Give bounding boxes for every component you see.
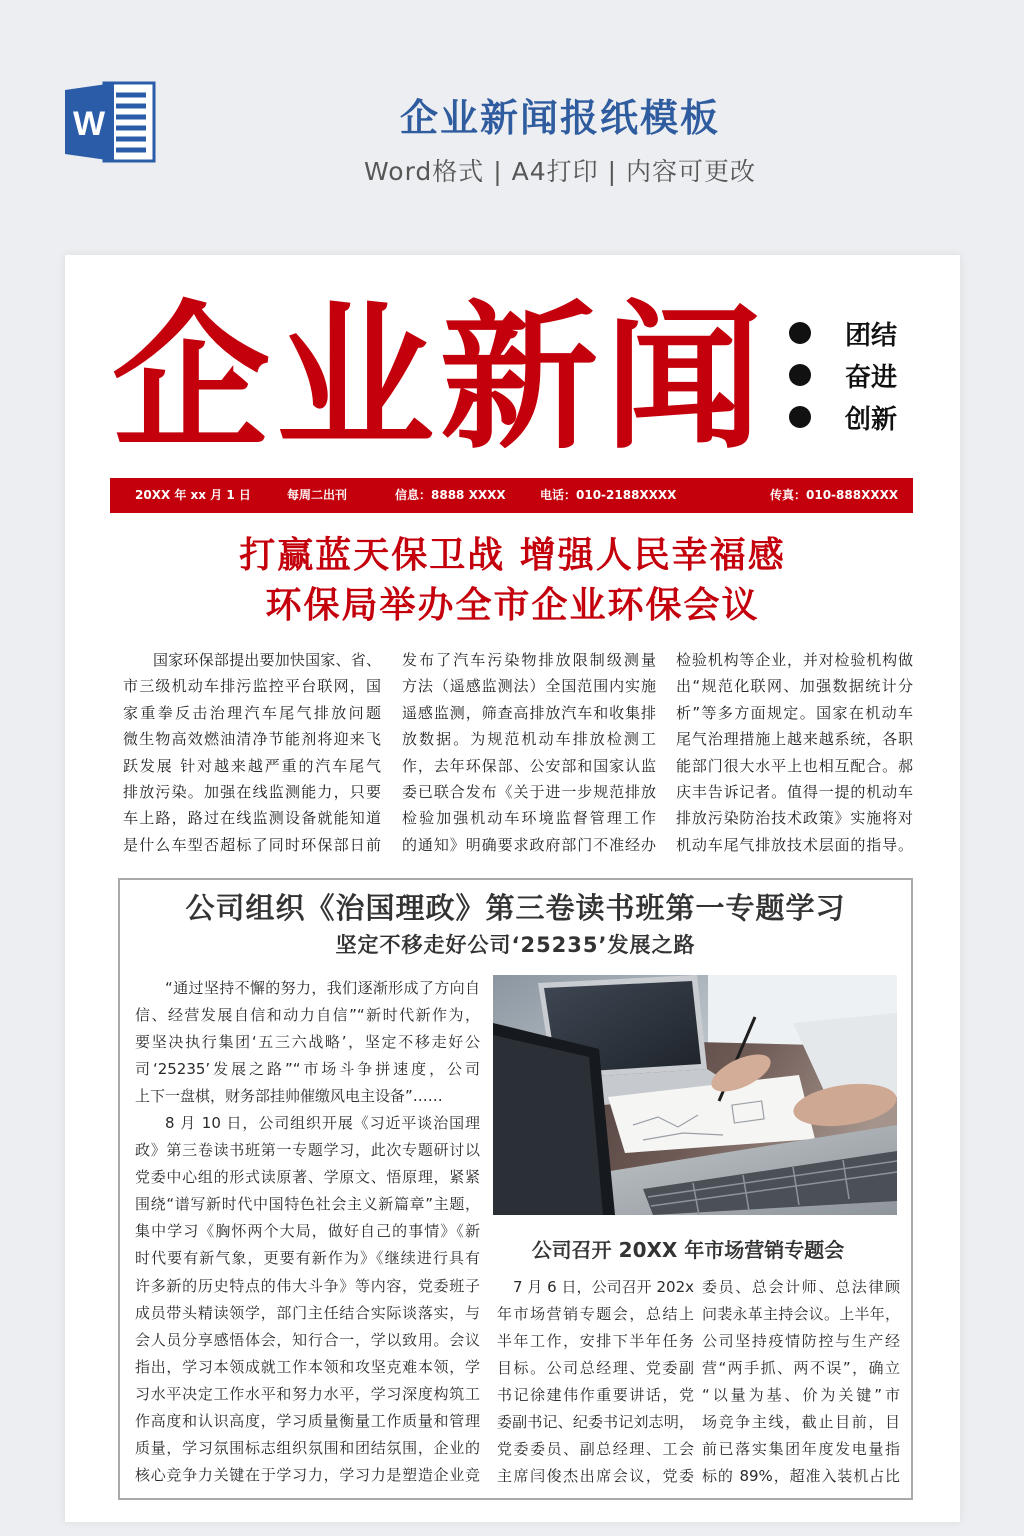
feature-article-box: [118, 878, 913, 1500]
slogan-item: [789, 354, 897, 396]
text-line: 机动车尾气排放技术层面的指导。: [676, 835, 913, 854]
text-line: 党委委员、副总经理、工会: [497, 1439, 694, 1458]
issue-info-bar: [110, 478, 913, 513]
text-line: 政》第三卷读书班第一专题学习，此次专题研讨以: [135, 1141, 480, 1160]
text-line: 委副书记、纪委书记刘志明，: [497, 1412, 694, 1431]
slogan-text: 奋进: [845, 362, 898, 393]
lead-article-column-2: [402, 647, 656, 858]
text-line: 车上路，路过在线监测设备就能知道: [123, 809, 381, 828]
text-line: 检验加强机动车环境监督管理工作: [402, 809, 656, 828]
slogan-item: [789, 396, 897, 438]
text-line: 许多新的历史特点的伟大斗争》等内容，党委班子: [135, 1276, 480, 1295]
feature-article-text: [135, 975, 480, 1490]
text-line: 检验机构等企业，并对检验机构做: [676, 651, 913, 669]
text-line: 成员带头精读领学，部门主任结合实际谈落实，与: [135, 1303, 480, 1322]
issue-date: 20XX 年 xx 月 1 日: [135, 488, 251, 502]
text-line: 目标。公司总经理、党委副: [497, 1358, 694, 1377]
lead-article-column-1: [123, 647, 381, 858]
text-line: 放数据。为规范机动车排放检测工: [402, 730, 656, 749]
text-line: 跃发展 针对越来越严重的汽车尾气: [123, 756, 381, 775]
text-line: 委已联合发布《关于进一步规范排放: [402, 783, 656, 802]
word-icon-letter: W: [72, 105, 106, 143]
text-line: 上下一盘棋，财务部挂帅催缴风电主设备”……: [135, 1086, 443, 1105]
masthead-title: 企业新闻: [112, 287, 768, 471]
lead-article-column-3: [676, 647, 913, 858]
text-line: 党委中心组的形式读原著、学原文、悟原理，紧紧: [135, 1168, 480, 1187]
text-line: 能部门很大水平上也相互配合。郝: [676, 756, 913, 775]
text-line: 司‘25235’发展之路”“市场斗争拼速度，公司: [135, 1059, 480, 1078]
newspaper-page: [65, 255, 960, 1522]
text-line: 信、经营发展自信和动力自信”“新时代新作为，: [135, 1005, 480, 1024]
slogan-item: [789, 312, 897, 354]
text-line: 析”等多方面规定。国家在机动车: [676, 703, 913, 722]
text-line: 集中学习《胸怀两个大局，做好自己的事情》《新: [135, 1222, 480, 1241]
text-line: 质量，学习氛围标志组织氛围和团结氛围，企业的: [135, 1439, 480, 1458]
text-line: 方法（遥感监测法）全国范围内实施: [402, 677, 656, 696]
text-line: 年市场营销专题会，总结上: [497, 1304, 694, 1323]
text-line: 营“两手抓、两不误”，确立: [702, 1358, 900, 1377]
sub-article-column-1: [497, 1274, 694, 1490]
text-line: 委员、总会计师、总法律顾: [702, 1277, 900, 1296]
text-line: 要坚决执行集团‘五三六战略’，坚定不移走好公: [135, 1032, 480, 1051]
text-line: 主席闫俊杰出席会议，党委: [497, 1466, 694, 1485]
text-line: 指出，学习本领成就工作本领和攻坚克难本领，学: [135, 1357, 480, 1376]
text-line: 出“规范化联网、加强数据统计分: [676, 677, 913, 696]
text-line: “以量为基、价为关键”市: [702, 1385, 900, 1404]
feature-title: 公司组织《治国理政》第三卷读书班第一专题学习: [185, 891, 846, 925]
text-line: 8 月 10 日，公司组织开展《习近平谈治国理: [165, 1113, 480, 1132]
sub-article-title: 公司召开 20XX 年市场营销专题会: [531, 1238, 845, 1262]
article-photo: [493, 975, 897, 1215]
issue-phone: 电话：010-2188XXXX: [540, 488, 677, 502]
text-line: 书记徐建伟作重要讲话，党: [497, 1385, 694, 1404]
text-line: 微生物高效燃油清净节能剂将迎来飞: [123, 730, 381, 749]
text-line: 的通知》明确要求政府部门不准经办: [402, 835, 656, 854]
text-line: 国家环保部提出要加快国家、省、: [153, 651, 381, 669]
text-line: 会人员分享感悟体会，知行合一，学以致用。会议: [135, 1330, 480, 1349]
text-line: 排放污染。加强在线监测能力，只要: [123, 783, 381, 802]
text-line: 庆丰告诉记者。值得一提的机动车: [676, 783, 913, 802]
masthead-slogans: [789, 312, 897, 438]
bullet-dot-icon: [789, 322, 811, 344]
bullet-dot-icon: [789, 406, 811, 428]
feature-subtitle: 坚定不移走好公司‘25235’发展之路: [335, 933, 696, 957]
text-line: 围绕“谱写新时代中国特色社会主义新篇章”主题，: [135, 1195, 480, 1214]
lead-headline-line2: 环保局举办全市企业环保会议: [265, 585, 760, 626]
text-line: 半年工作，安排下半年任务: [497, 1331, 694, 1350]
text-line: 习水平决定工作水平和努力水平，学习深度构筑工: [135, 1384, 480, 1403]
text-line: 作，去年环保部、公安部和国家认监: [402, 756, 656, 775]
text-line: 遥感监测，筛查高排放汽车和收集排: [402, 703, 656, 722]
lead-headline-line1: 打赢蓝天保卫战 增强人民幸福感: [239, 535, 786, 576]
text-line: 发布了汽车污染物排放限制级测量: [402, 651, 656, 669]
issue-info: 信息：8888 XXXX: [395, 488, 506, 502]
sub-article-column-2: [702, 1274, 900, 1490]
text-line: 前已落实集团年度发电量指: [702, 1439, 900, 1458]
slogan-text: 创新: [845, 404, 898, 435]
issue-fax: 传真：010-888XXXX: [770, 488, 899, 502]
photo-left-dark-laptop: [493, 1023, 615, 1215]
text-line: 家重拳反击治理汽车尾气排放问题: [123, 703, 381, 722]
template-subtitle: Word格式 | A4打印 | 内容可更改: [364, 157, 756, 186]
text-line: 市三级机动车排污监控平台联网，国: [123, 677, 381, 696]
text-line: “通过坚持不懈的努力，我们逐渐形成了方向自: [165, 978, 480, 997]
bullet-dot-icon: [789, 364, 811, 386]
text-line: 作高度和认识高度，学习质量衡量工作质量和管理: [135, 1412, 480, 1430]
text-line: 是什么车型否超标了同时环保部日前: [123, 835, 381, 854]
template-title: 企业新闻报纸模板: [399, 96, 720, 140]
text-line: 尾气治理措施上越来越系统，各职: [676, 730, 913, 749]
text-line: 核心竞争力关键在于学习力，学习力是塑造企业竞: [135, 1466, 480, 1485]
word-icon: [64, 81, 156, 163]
issue-frequency: 每周二出刊: [287, 488, 348, 502]
text-line: 排放污染防治技术政策》实施将对: [676, 809, 913, 828]
text-line: 7 月 6 日，公司召开 202x: [513, 1277, 694, 1296]
text-line: 时代要有新气象，更要有新作为》《继续进行具有: [135, 1249, 480, 1268]
slogan-text: 团结: [845, 320, 898, 351]
text-line: 公司坚持疫情防控与生产经: [702, 1331, 900, 1350]
text-line: 场竞争主线，截止目前，目: [702, 1412, 900, 1431]
text-line: 标的 89%，超准入装机占比: [702, 1466, 900, 1485]
text-line: 问裴永革主持会议。上半年，: [702, 1304, 900, 1323]
